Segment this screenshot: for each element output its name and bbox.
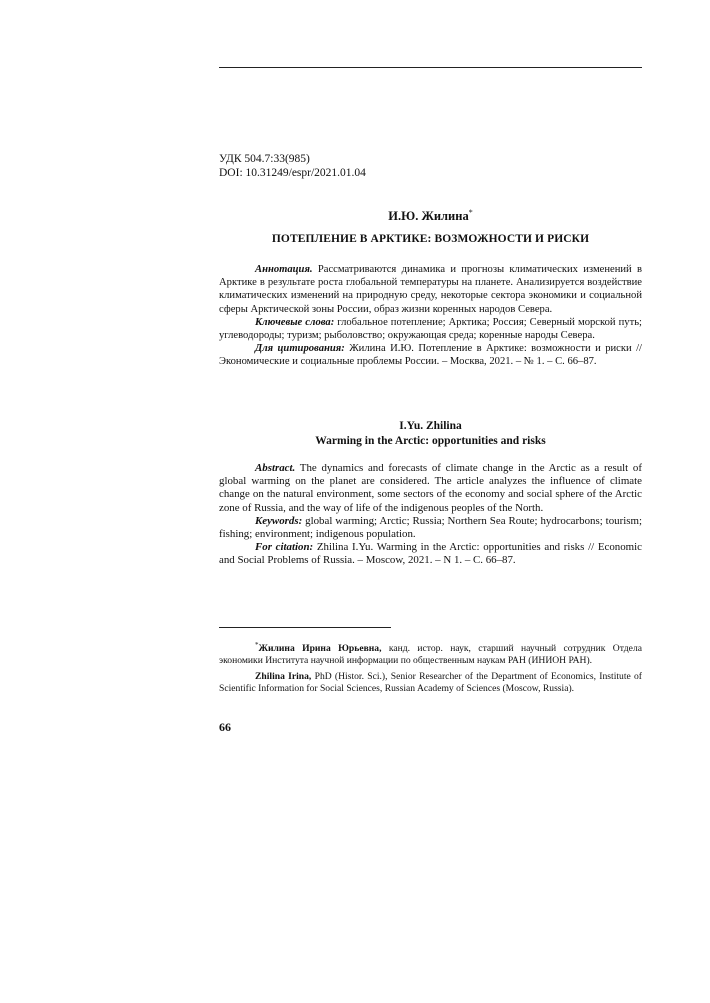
article-meta bbox=[219, 152, 366, 180]
author-ru bbox=[219, 208, 642, 224]
keywords-ru bbox=[219, 316, 642, 342]
footnote-ru bbox=[219, 639, 642, 667]
footnote-mark: * bbox=[468, 208, 473, 217]
author-ru-name: И.Ю. Жилина bbox=[388, 209, 469, 224]
citation-en-text: Zhilina I.Yu. Warming in the Arctic: opportunities and risks // Economic and Social Problems of Russia. – Moscow, 2021. – N 1. – C. 66–87. bbox=[219, 541, 642, 567]
keywords-en-text: global warming; Arctic; Russia; Northern Sea Route; hydrocarbons; tourism; fishing; environment; indigenous population. bbox=[219, 514, 642, 541]
citation-text: Жилина И.Ю. Потепление в Арктике: возможности и риски // Экономические и социальные проблемы России. – Москва, 2021. – № 1. – С. 66–87. bbox=[219, 343, 642, 368]
doi: DOI: 10.31249/espr/2021.01.04 bbox=[219, 167, 366, 179]
abstract-ru bbox=[219, 263, 642, 369]
keywords-en-label: Keywords: bbox=[255, 514, 303, 527]
footnote-ru-mark: * bbox=[255, 641, 259, 649]
footnotes bbox=[219, 639, 642, 699]
udc-code: УДК 504.7:33(985) bbox=[219, 153, 310, 165]
keywords-en bbox=[219, 515, 642, 541]
page-number: 66 bbox=[219, 720, 231, 734]
annotation-label: Аннотация. bbox=[255, 264, 313, 275]
annotation-text: Рассматриваются динамика и прогнозы климатических изменений в Арктике в результате роста глобальной температуры на планете. Анализируется воздействие климатических изменений на природную среду, некоторые сектора экономики и социальной сферы Арктической зоны России, образ жизни коренных народов Севера. bbox=[219, 264, 642, 315]
keywords-text: глобальное потепление; Арктика; Россия; Северный морской путь; углеводороды; туризм; рыболовство; окружающая среда; коренные народы Севера. bbox=[219, 316, 642, 342]
abstract-text: The dynamics and forecasts of climate change in the Arctic as a result of global warming on the planet are considered. The article analyzes the influence of climate change on the natural environment, some sectors of the economy and social sphere of the Arctic zone of Russia, and the way of life of the indigenous peoples of the North. bbox=[219, 462, 642, 514]
footnote-rule bbox=[219, 627, 391, 628]
footnote-ru-name: Жилина Ирина Юрьевна, bbox=[258, 643, 382, 655]
keywords-label: Ключевые слова: bbox=[255, 316, 335, 328]
citation-en bbox=[219, 541, 642, 567]
title-en: Warming in the Arctic: opportunities and risks bbox=[315, 435, 546, 447]
citation-ru bbox=[219, 342, 642, 368]
author-en: I.Yu. Zhilina bbox=[399, 420, 462, 432]
abstract-en-paragraph bbox=[219, 462, 642, 515]
abstract-en bbox=[219, 462, 642, 568]
annotation-ru bbox=[219, 263, 642, 316]
citation-en-label: For citation: bbox=[255, 541, 314, 554]
header-rule bbox=[219, 67, 642, 68]
footnote-en-name: Zhilina Irina, bbox=[255, 671, 312, 683]
citation-label: Для цитирования: bbox=[255, 343, 345, 355]
title-ru: ПОТЕПЛЕНИЕ В АРКТИКЕ: ВОЗМОЖНОСТИ И РИСКИ bbox=[271, 233, 590, 245]
footnote-en bbox=[219, 671, 642, 695]
abstract-label: Abstract. bbox=[255, 462, 296, 474]
footnote-ru-text: канд. истор. наук, старший научный сотрудник Отдела экономики Института научной информации по общественным наукам РАН (ИНИОН РАН). bbox=[219, 643, 642, 667]
footnote-en-text: PhD (Histor. Sci.), Senior Researcher of the Department of Economics, Institute of Scientific Information for Social Sciences, Russian Academy of Sciences (Moscow, Russia). bbox=[219, 671, 643, 695]
